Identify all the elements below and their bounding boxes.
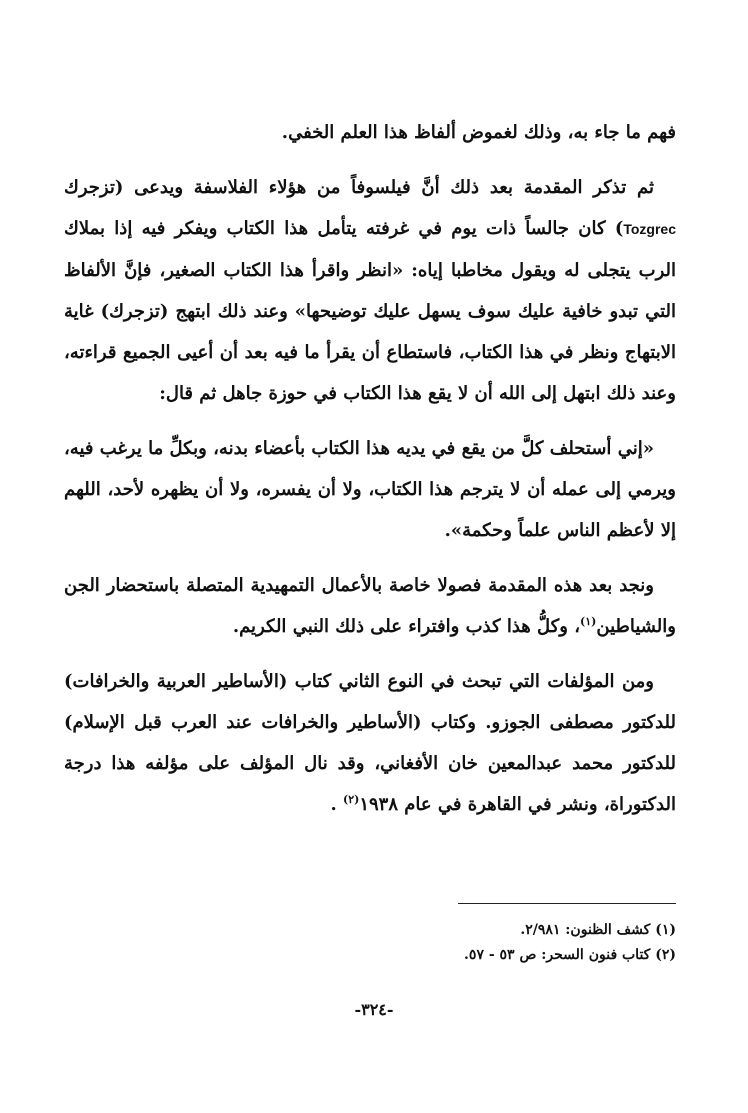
paragraph-1-text: فهم ما جاء به، وذلك لغموض ألفاظ هذا العلم الخفي.	[281, 122, 676, 143]
paragraph-2-text-a: ثم تذكر المقدمة بعد ذلك أنَّ فيلسوفاً من هؤلاء الفلاسفة ويدعى (تزجرك	[64, 177, 654, 198]
paragraph-2: ثم تذكر المقدمة بعد ذلك أنَّ فيلسوفاً من هؤلاء الفلاسفة ويدعى (تزجرك Tozgrec) كان جالساً ذات يوم في غرفته يتأمل هذا الكتاب ويفكر فيه إذا بملاك الرب يتجلى له ويقول مخاطبا إياه: «انظر واقرأ هذا الكتاب الصغير، فإنَّ الألفاظ التي تبدو خافية عليك سوف يسهل عليك توضيحها» وعند ذلك ابتهج (تزجرك) غاية الابتهاج ونظر في هذا الكتاب، فاستطاع أن يقرأ ما فيه بعد أن أعيى الجميع قراءته، وعند ذلك ابتهل إلى الله أن لا يقع هذا الكتاب في حوزة جاهل ثم قال:	[64, 177, 676, 404]
paragraph-5-text-b: .	[330, 794, 343, 815]
footnotes	[64, 918, 676, 968]
latin-name: Tozgrec	[623, 221, 676, 237]
paragraph-2-text-b: كان جالساً ذات يوم في غرفته يتأمل هذا الكتاب ويفكر فيه إذا بملاك الرب يتجلى له ويقول مخاطبا إياه: «انظر واقرأ هذا الكتاب الصغير، فإنَّ الألفاظ التي تبدو خافية عليك سوف يسهل عليك توضيحها» وعند ذلك ابتهج (تزجرك) غاية الابتهاج ونظر في هذا الكتاب، فاستطاع أن يقرأ ما فيه بعد أن أعيى الجميع قراءته، وعند ذلك ابتهل إلى الله أن لا يقع هذا الكتاب في حوزة جاهل ثم قال:	[64, 218, 676, 404]
footnote-1: (١) كشف الظنون: ٢/٩٨١.	[520, 922, 676, 938]
page-number: -٣٢٤-	[354, 1000, 394, 1019]
paragraph-1	[64, 112, 676, 153]
paragraph-5	[64, 661, 676, 825]
footnote-divider	[458, 903, 676, 904]
footnote-marker-2: (٢)	[342, 793, 360, 806]
paragraph-3-text: «إني أستحلف كلَّ من يقع في يديه هذا الكتاب بأعضاء بدنه، وبكلِّ ما يرغب فيه، ويرمي إلى عمله أن لا يترجم هذا الكتاب، ولا أن يفسره، ولا أن يظهره لأحد، اللهم إلا لأعظم الناس علماً وحكمة».	[64, 438, 676, 541]
footnote-2: (٢) كتاب فنون السحر: ص ٥٣ - ٥٧.	[464, 947, 676, 963]
paragraph-4-text-b: ، وكلُّ هذا كذب وافتراء على ذلك النبي الكريم.	[232, 616, 581, 637]
main-text	[64, 112, 676, 839]
footnote-marker-1: (١)	[580, 615, 597, 628]
paragraph-3-quote	[64, 428, 676, 551]
paragraph-5-text-a: ومن المؤلفات التي تبحث في النوع الثاني كتاب (الأساطير العربية والخرافات) للدكتور مصطفى الجوزو. وكتاب (الأساطير والخرافات عند العرب قبل الإسلام) للدكتور محمد عبدالمعين خان الأفغاني، وقد نال المؤلف على مؤلفه هذا درجة الدكتوراة، ونشر في القاهرة في عام ١٩٣٨	[64, 671, 676, 815]
paragraph-4	[64, 565, 676, 647]
paragraph-4-text-a: ونجد بعد هذه المقدمة فصولا خاصة بالأعمال التمهيدية المتصلة باستحضار الجن والشياطين	[64, 575, 676, 637]
